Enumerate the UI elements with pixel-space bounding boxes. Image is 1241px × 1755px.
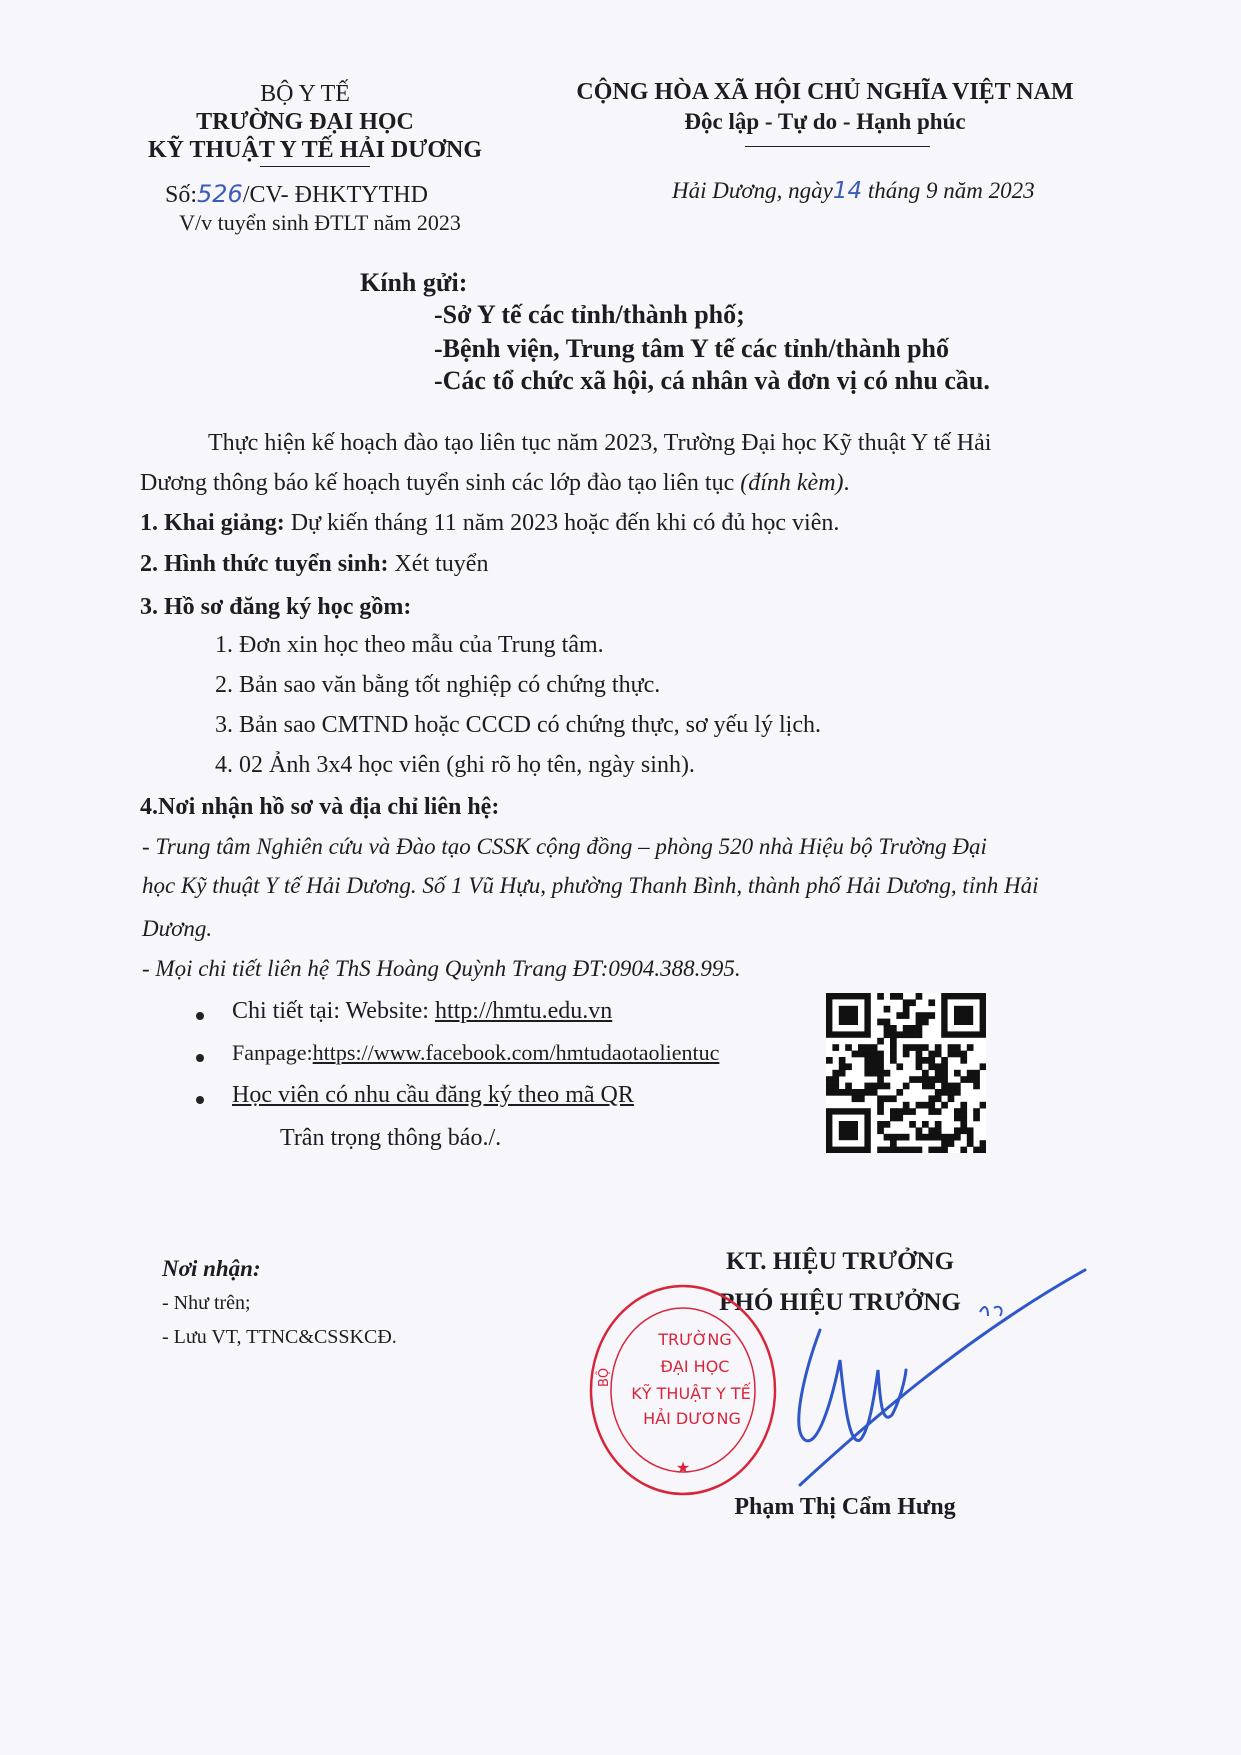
section-admission-form [140,551,488,578]
section-3-label: 3. Hồ sơ đăng ký học gồm: [140,594,412,620]
stamp-side-text: BỘ [597,1367,612,1387]
doc-no-prefix: Số: [165,182,198,208]
recipient-item: -Các tổ chức xã hội, cá nhân và đơn vị có nhu cầu. [434,366,990,395]
signature-title-1: KT. HIỆU TRƯỞNG [725,1248,955,1275]
footer-recipient-item: - Như trên; [162,1292,251,1314]
section-opening [140,510,839,537]
fanpage-line [232,1040,719,1066]
intro-attachment-note: (đính kèm) [740,470,844,496]
section-4-label: 4.Nơi nhận hồ sơ và địa chỉ liên hệ: [140,794,500,820]
recipient-item: -Bệnh viện, Trung tâm Y tế các tỉnh/thành phố [434,334,950,363]
motto-underline [745,146,930,147]
qr-code[interactable] [826,993,986,1153]
footer-recipients-label: Nơi nhận: [162,1256,261,1281]
intro-text: Dương thông báo kế hoạch tuyển sinh các lớp đào tạo liên tục [140,470,741,496]
signer-name: Phạm Thị Cẩm Hưng [734,1494,956,1520]
intro-line2 [140,470,850,497]
bullet-icon [196,1012,204,1020]
stamp-line2: ĐẠI HỌC [660,1357,730,1376]
document-subject: V/v tuyển sinh ĐTLT năm 2023 [179,210,461,235]
document-number [165,180,428,209]
school-name-line2: KỸ THUẬT Y TẾ HẢI DƯƠNG [147,137,483,163]
address-line2: học Kỹ thuật Y tế Hải Dương. Số 1 Vũ Hựu, phường Thanh Bình, thành phố Hải Dương, tỉnh Hải [142,873,1039,898]
recipient-item: -Sở Y tế các tỉnh/thành phố; [434,300,745,329]
document-date [672,178,1035,204]
stamp-star-icon: ★ [675,1458,691,1477]
address-line3: Dương. [142,916,213,941]
bullet-icon [196,1054,204,1062]
school-underline [260,166,370,167]
bullet-icon [196,1096,204,1104]
school-name-line1: TRƯỜNG ĐẠI HỌC [196,109,414,135]
doc-no-suffix: /CV- ĐHKTYTHD [242,182,428,208]
nation-motto: Độc lập - Tự do - Hạnh phúc [684,109,966,134]
handwritten-signature [700,1250,1100,1510]
intro-period: . [843,470,850,496]
date-day-handwritten: 14 [832,178,863,204]
document-list-item: 4. 02 Ảnh 3x4 học viên (ghi rõ họ tên, ngày sinh). [215,752,695,778]
website-prefix: Chi tiết tại: Website: [232,998,435,1024]
qr-register-note: Học viên có nhu cầu đăng ký theo mã QR [232,1082,634,1108]
date-prefix: Hải Dương, ngày [672,178,833,203]
fanpage-prefix: Fanpage: [232,1040,313,1065]
section-1-text: Dự kiến tháng 11 năm 2023 hoặc đến khi có đủ học viên. [284,510,840,536]
contact-line: - Mọi chi tiết liên hệ ThS Hoàng Quỳnh Trang ĐT:0904.388.995. [142,956,741,981]
section-2-label: 2. Hình thức tuyển sinh: [140,551,389,577]
document-list-item: 1. Đơn xin học theo mẫu của Trung tâm. [215,632,604,658]
stamp-line3: KỸ THUẬT Y TẾ [631,1384,751,1403]
doc-no-handwritten: 526 [197,180,243,208]
website-line [232,998,612,1025]
fanpage-link[interactable]: https://www.facebook.com/hmtudaotaolientuc [312,1040,720,1065]
nation-title: CỘNG HÒA XÃ HỘI CHỦ NGHĨA VIỆT NAM [576,79,1074,105]
footer-recipient-item: - Lưu VT, TTNC&CSSKCĐ. [162,1326,397,1348]
stamp-line1: TRƯỜNG [658,1330,732,1349]
date-suffix: tháng 9 năm 2023 [862,178,1035,203]
section-2-text: Xét tuyển [388,551,489,577]
closing-line: Trân trọng thông báo./. [280,1125,502,1151]
recipients-label: Kính gửi: [360,268,468,297]
document-list-item: 2. Bản sao văn bằng tốt nghiệp có chứng thực. [215,672,661,698]
signature-title-2: PHÓ HIỆU TRƯỞNG [719,1289,961,1316]
website-link[interactable]: http://hmtu.edu.vn [434,998,613,1024]
ministry-name: BỘ Y TẾ [260,81,350,107]
section-1-label: 1. Khai giảng: [140,510,285,536]
address-line1: - Trung tâm Nghiên cứu và Đào tạo CSSK cộng đồng – phòng 520 nhà Hiệu bộ Trường Đại [142,834,987,859]
document-list-item: 3. Bản sao CMTND hoặc CCCD có chứng thực, sơ yếu lý lịch. [215,712,821,738]
intro-line1: Thực hiện kế hoạch đào tạo liên tục năm 2023, Trường Đại học Kỹ thuật Y tế Hải [208,430,992,456]
stamp-line4: HẢI DƯƠNG [643,1409,741,1428]
